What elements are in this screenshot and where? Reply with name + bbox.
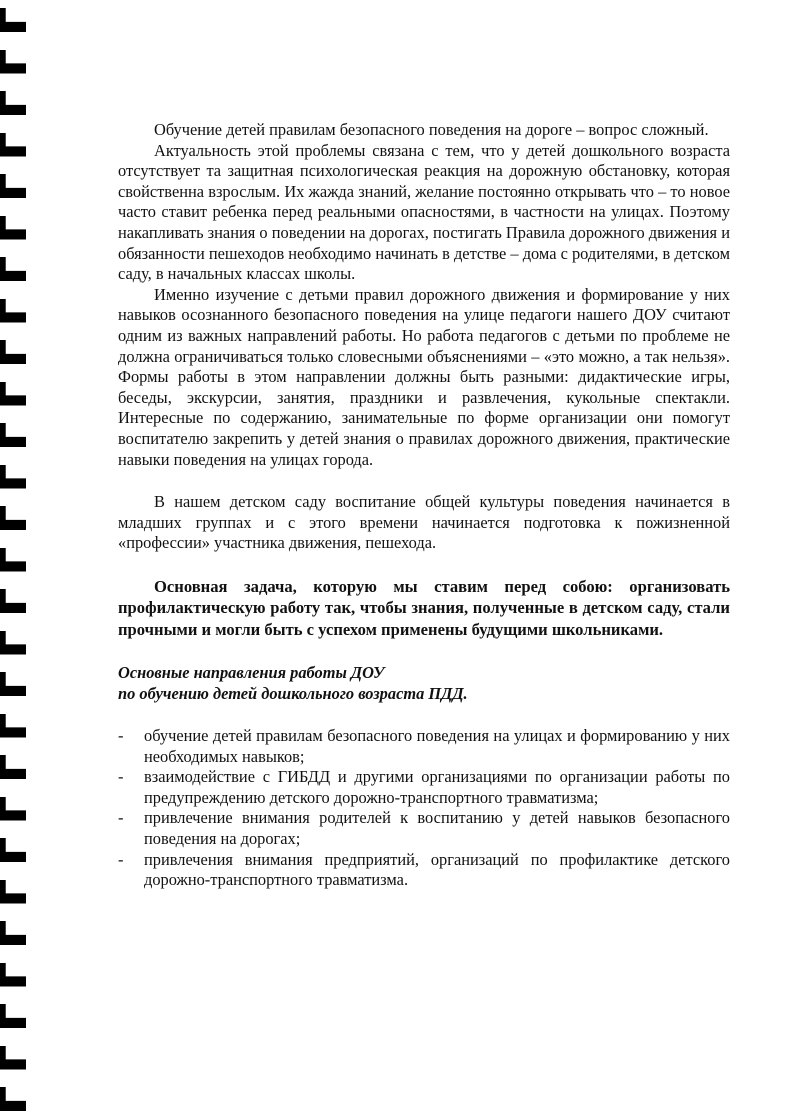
binding-hole bbox=[0, 1046, 26, 1070]
spacer bbox=[118, 640, 730, 662]
binding-hole bbox=[0, 299, 26, 323]
binding-hole bbox=[0, 797, 26, 821]
section-heading-line-1: Основные направления работы ДОУ bbox=[118, 663, 385, 683]
paragraph-intro: Обучение детей правилам безопасного поведения на дороге – вопрос сложный. bbox=[154, 120, 709, 139]
binding-hole bbox=[0, 8, 26, 32]
paragraph-relevance: Актуальность этой проблемы связана с тем, что у детей дошкольного возраста отсутствует та защитная психологическая реакция на дорожную обстановку, которая свойственна взрослым. Их жажда знаний, желание постоянно открывать что – то новое часто ставит ребенка перед реальными опасностями, в частности на улицах. Поэтому накапливать знания о поведении на дорогах, постигать Правила дорожного движения и обязанности пешеходов необходимо начинать в детстве – дома с родителями, в детском саду, в начальных классах школы. bbox=[118, 140, 730, 284]
document-page bbox=[118, 120, 730, 891]
list-dash: - bbox=[118, 767, 124, 787]
binding-hole bbox=[0, 672, 26, 696]
list-item-text: привлечения внимания предприятий, организаций по профилактике детского дорожно-транспортного травматизма. bbox=[144, 849, 730, 890]
list-item-text: привлечение внимания родителей к воспитанию у детей навыков безопасного поведения на дорогах; bbox=[144, 808, 730, 849]
list-item-text: обучение детей правилам безопасного поведения на улицах и формированию у них необходимых навыков; bbox=[144, 726, 730, 766]
binding-hole bbox=[0, 216, 26, 240]
list-item bbox=[118, 767, 730, 808]
list-dash: - bbox=[118, 726, 124, 746]
paragraph-study: Именно изучение с детьми правил дорожного движения и формирование у них навыков осознанного безопасного поведения на улице педагоги нашего ДОУ считают одним из важных направлений работы. Но работа педагогов с детьми по проблеме не должна ограничиваться только словесными объяснениями – «это можно, а так нельзя». Формы работы в этом направлении должны быть разными: дидактические игры, беседы, экскурсии, занятия, праздники и развлечения, кукольные спектакли. Интересные по содержанию, занимательные по форме организации они помогут воспитателю закрепить у детей знания о правилах дорожного движения, практические навыки поведения на улицах города. bbox=[118, 284, 730, 469]
paragraph-main-task: Основная задача, которую мы ставим перед собою: организовать профилактическую работу так, чтобы знания, полученные в детском саду, стали прочными и могли быть с успехом применены будущими школьниками. bbox=[118, 576, 730, 639]
binding-hole bbox=[0, 382, 26, 406]
binding-hole bbox=[0, 465, 26, 489]
directions-list bbox=[118, 726, 730, 891]
binding-hole bbox=[0, 880, 26, 904]
binding-hole bbox=[0, 589, 26, 613]
binding-hole bbox=[0, 1087, 26, 1111]
binding-hole bbox=[0, 257, 26, 281]
list-dash: - bbox=[118, 808, 124, 828]
binding-hole bbox=[0, 1004, 26, 1028]
binding-hole bbox=[0, 174, 26, 198]
binding-hole bbox=[0, 133, 26, 157]
binding-hole bbox=[0, 921, 26, 945]
spiral-binding bbox=[0, 0, 30, 1107]
list-item bbox=[118, 850, 730, 891]
spacer bbox=[118, 470, 730, 492]
list-item-text: взаимодействие с ГИБДД и другими организациями по организации работы по предупреждению детского дорожно-транспортного травматизма; bbox=[144, 767, 730, 807]
binding-hole bbox=[0, 963, 26, 987]
paragraph-kindergarten: В нашем детском саду воспитание общей культуры поведения начинается в младших группах и с этого времени начинается подготовка к пожизненной «профессии» участника движения, пешехода. bbox=[118, 492, 730, 553]
section-heading-line-2: по обучению детей дошкольного возраста ПДД. bbox=[118, 684, 468, 704]
list-item bbox=[118, 726, 730, 767]
list-item bbox=[118, 808, 730, 849]
binding-hole bbox=[0, 340, 26, 364]
spacer bbox=[118, 554, 730, 576]
binding-hole bbox=[0, 755, 26, 779]
list-dash: - bbox=[118, 849, 124, 869]
spacer bbox=[118, 704, 730, 726]
binding-hole bbox=[0, 548, 26, 572]
binding-hole bbox=[0, 631, 26, 655]
binding-hole bbox=[0, 91, 26, 115]
binding-hole bbox=[0, 838, 26, 862]
binding-hole bbox=[0, 423, 26, 447]
binding-hole bbox=[0, 506, 26, 530]
binding-hole bbox=[0, 50, 26, 74]
binding-hole bbox=[0, 714, 26, 738]
